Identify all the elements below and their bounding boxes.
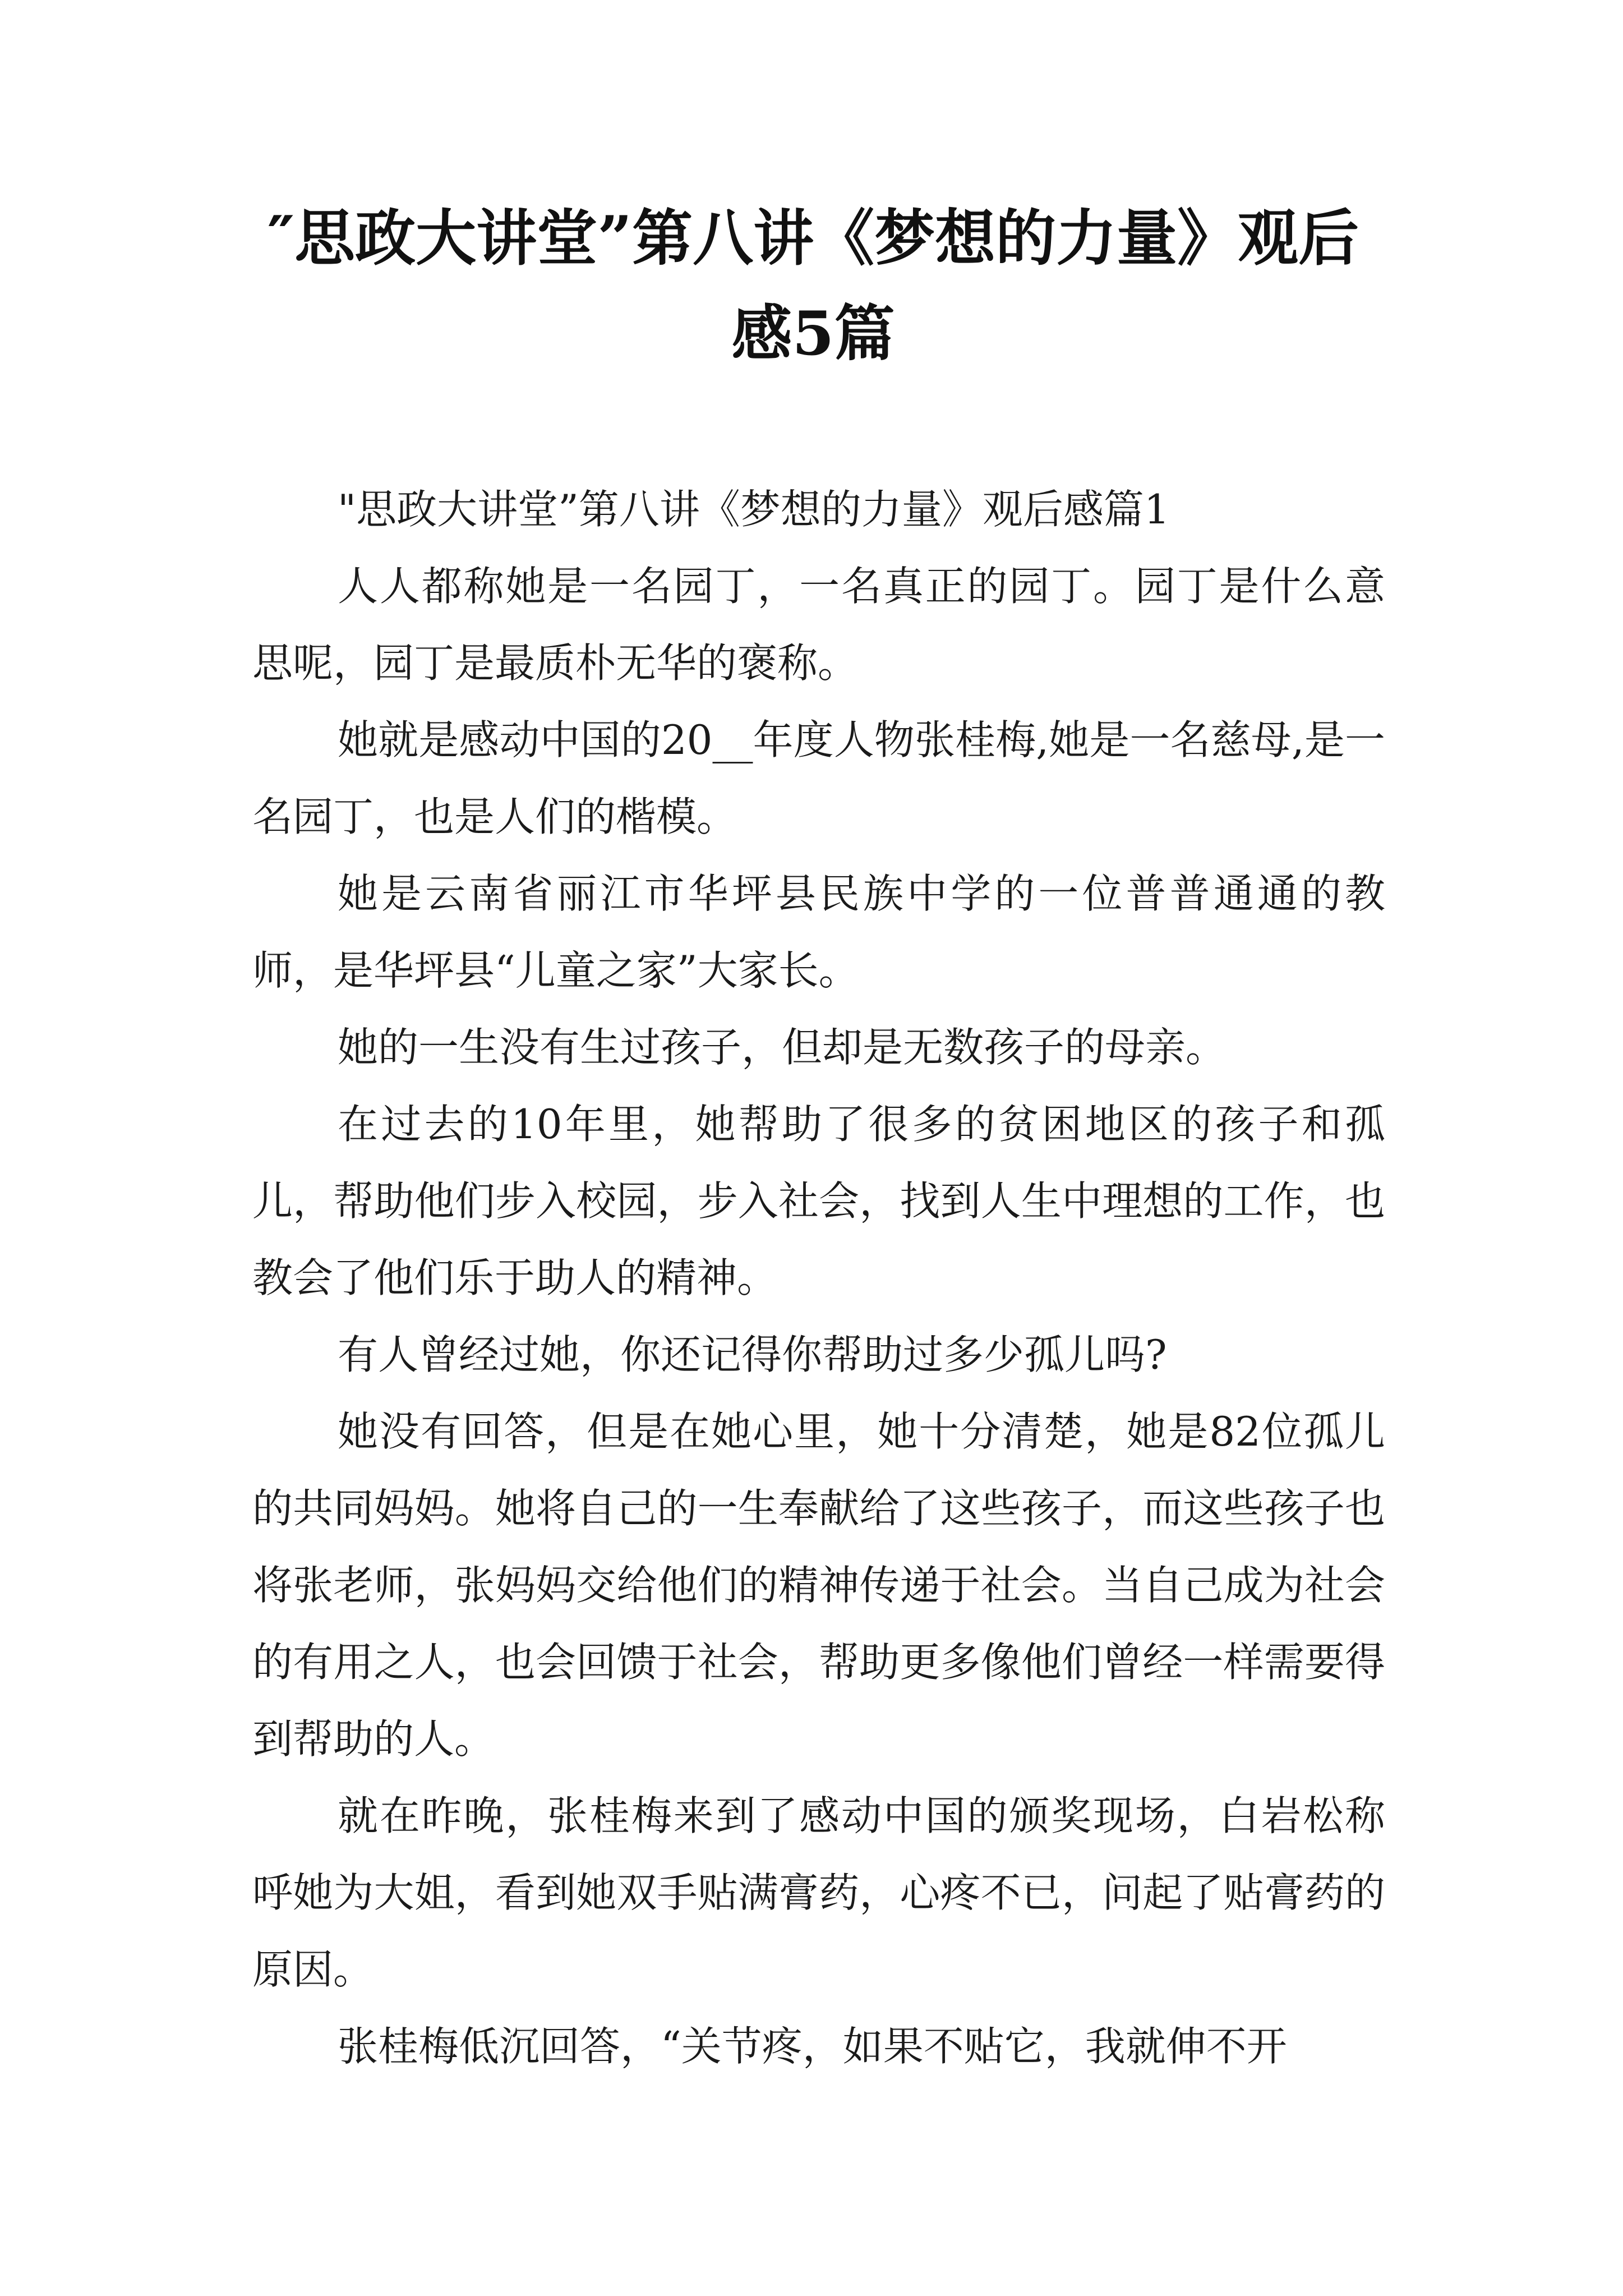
section-heading: "思政大讲堂”第八讲《梦想的力量》观后感篇1 <box>338 486 1170 533</box>
title-line-2: 感5篇 <box>731 298 895 369</box>
paragraph: 人人都称她是一名园丁，一名真正的园丁。园丁是什么意思呢，园丁是最质朴无华的褒称。 <box>252 563 1385 687</box>
paragraph: 她的一生没有生过孩子，但却是无数孩子的母亲。 <box>338 1024 1227 1071</box>
document-body <box>252 471 1385 2085</box>
paragraph: 她没有回答，但是在她心里，她十分清楚，她是82位孤儿的共同妈妈。她将自己的一生奉献给了这些孩子，而这些孩子也将张老师，张妈妈交给他们的精神传递于社会。当自己成为社会的有用之人，也会回馈于社会，帮助更多像他们曾经一样需要得到帮助的人。 <box>252 1408 1385 1763</box>
paragraph: 她就是感动中国的20__年度人物张桂梅,她是一名慈母,是一名园丁，也是人们的楷模。 <box>252 716 1385 840</box>
paragraph: 有人曾经过她，你还记得你帮助过多少孤儿吗? <box>338 1331 1167 1378</box>
paragraph: 在过去的10年里，她帮助了很多的贫困地区的孩子和孤儿，帮助他们步入校园，步入社会，找到人生中理想的工作，也教会了他们乐于助人的精神。 <box>252 1101 1385 1301</box>
title-line-1: ″思政大讲堂”第八讲《梦想的力量》观后 <box>267 203 1359 274</box>
paragraph: 就在昨晚，张桂梅来到了感动中国的颁奖现场，白岩松称呼她为大姐，看到她双手贴满膏药，心疼不已，问起了贴膏药的原因。 <box>252 1792 1385 1993</box>
paragraph: 张桂梅低沉回答，“关节疼，如果不贴它，我就伸不开 <box>338 2023 1287 2070</box>
paragraph: 她是云南省丽江市华坪县民族中学的一位普普通通的教师，是华坪县“儿童之家”大家长。 <box>252 870 1385 994</box>
document-title <box>213 191 1413 381</box>
